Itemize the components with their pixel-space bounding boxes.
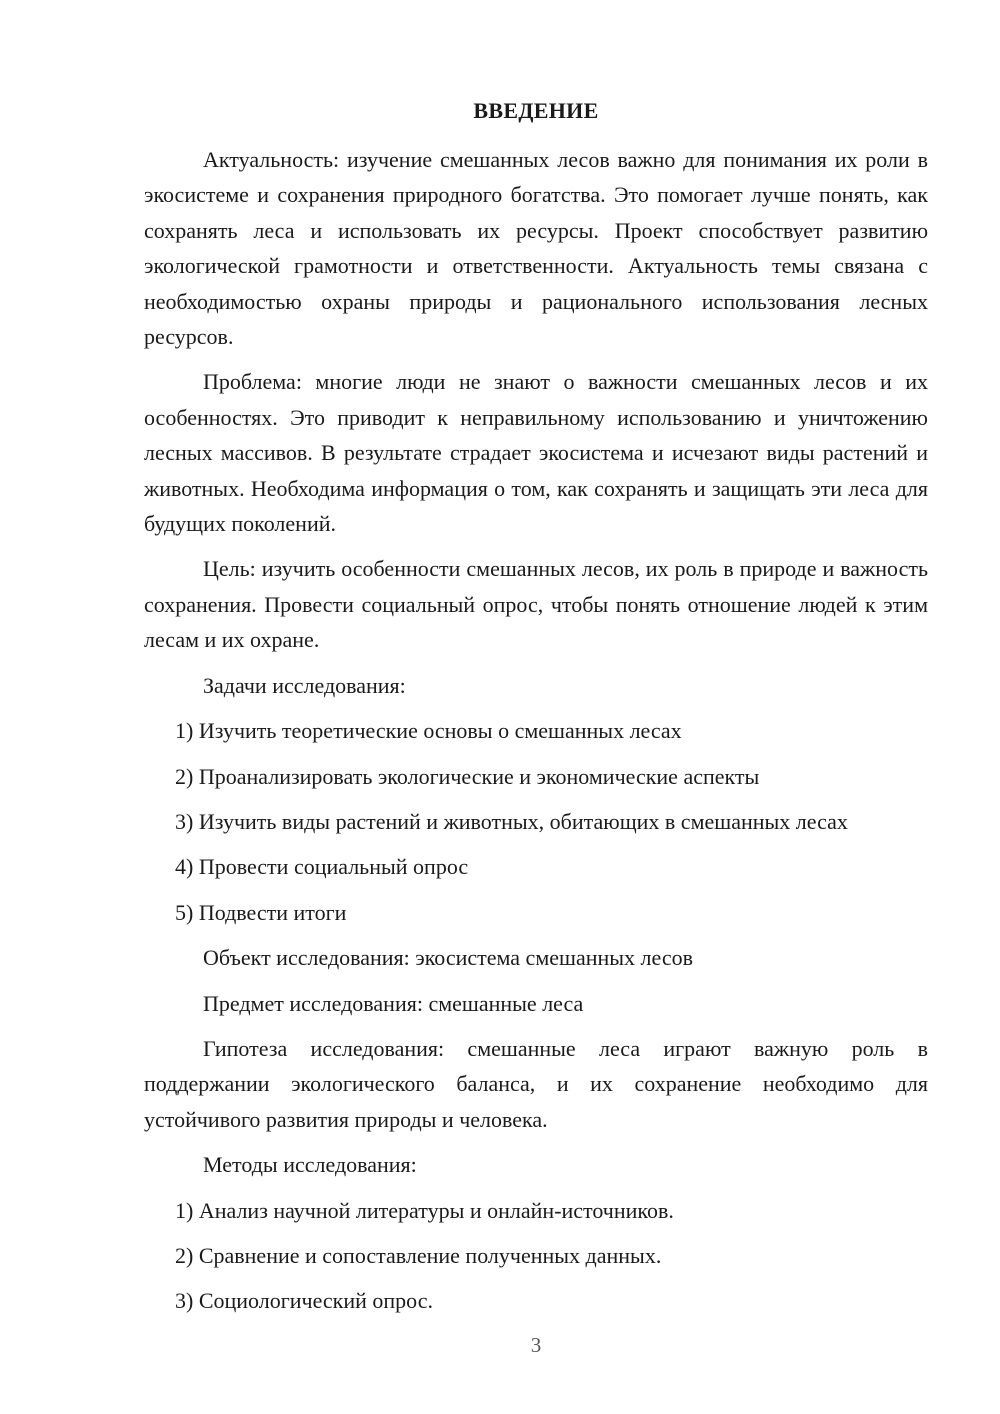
- list-item: 5) Подвести итоги: [175, 899, 347, 925]
- list-item: 2) Проанализировать экологические и экономические аспекты: [175, 763, 760, 789]
- list-item: 3) Изучить виды растений и животных, обитающих в смешанных лесах: [175, 808, 848, 834]
- hypothesis-paragraph: Гипотеза исследования: смешанные леса играют важную роль в поддержании экологического баланса, и их сохранение необходимо для устойчивого развития природы и человека.: [144, 1035, 928, 1132]
- methods-heading: Методы исследования:: [203, 1152, 417, 1178]
- list-item: 1) Изучить теоретические основы о смешанных лесах: [175, 718, 682, 744]
- page-title: ВВЕДЕНИЕ: [473, 98, 599, 123]
- research-object: Объект исследования: экосистема смешанных лесов: [203, 945, 693, 971]
- list-item: 1) Анализ научной литературы и онлайн-источников.: [175, 1197, 674, 1223]
- page-body: [144, 142, 928, 1329]
- research-subject: Предмет исследования: смешанные леса: [203, 990, 584, 1016]
- tasks-heading: Задачи исследования:: [203, 672, 406, 698]
- list-item: 3) Социологический опрос.: [175, 1288, 433, 1314]
- list-item: 2) Сравнение и сопоставление полученных данных.: [175, 1242, 662, 1268]
- tasks-list: [144, 713, 928, 930]
- problem-paragraph: Проблема: многие люди не знают о важности смешанных лесов и их особенностях. Это приводит к неправильному использованию и уничтожению лесных массивов. В результате страдает экосистема и исчезают виды растений и животных. Необходима информация о том, как сохранять и защищать эти леса для будущих поколений.: [144, 369, 928, 537]
- relevance-paragraph: Актуальность: изучение смешанных лесов важно для понимания их роли в экосистеме и сохранения природного богатства. Это помогает лучше понять, как сохранять леса и использовать их ресурсы. Проект способствует развитию экологической грамотности и ответственности. Актуальность темы связана с необходимостью охраны природы и рационального использования лесных ресурсов.: [144, 147, 928, 350]
- methods-list: [144, 1193, 928, 1319]
- page-number: 3: [530, 1333, 542, 1357]
- goal-paragraph: Цель: изучить особенности смешанных лесов, их роль в природе и важность сохранения. Провести социальный опрос, чтобы понять отношение людей к этим лесам и их охране.: [144, 556, 928, 653]
- list-item: 4) Провести социальный опрос: [175, 854, 469, 880]
